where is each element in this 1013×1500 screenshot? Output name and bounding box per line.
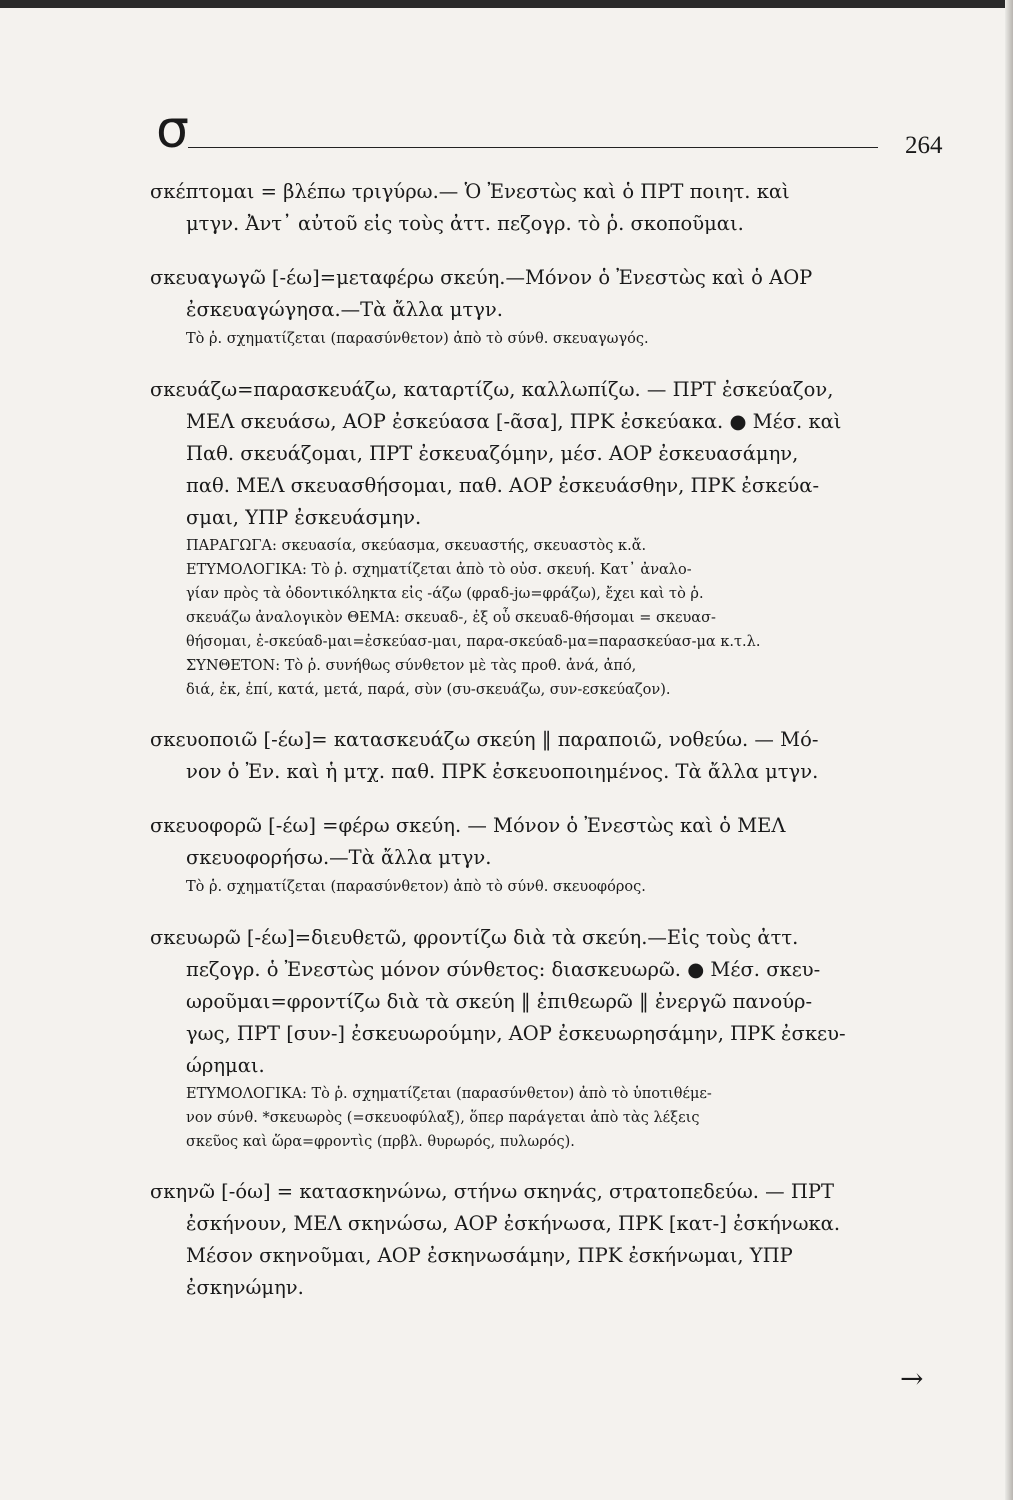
entry-line: νον ὁ Ἐν. καὶ ἡ μτχ. παθ. ΠΡΚ ἐσκευοποιημένος. Τὰ ἄλλα μτγν. bbox=[186, 760, 819, 783]
continue-arrow-icon: → bbox=[900, 1362, 924, 1395]
entry-note: θήσομαι, ἐ-σκεύαδ-μαι=ἐσκεύασ-μαι, παρα-σκεύαδ-μα=παρασκεύασ-μα κ.τ.λ. bbox=[186, 634, 761, 650]
entry-note: ΣΥΝΘΕΤΟΝ: Τὸ ῥ. συνήθως σύνθετον μὲ τὰς προθ. ἀνά, ἀπό, bbox=[186, 658, 637, 674]
entry-line: σκηνῶ [-όω] = κατασκηνώνω, στήνω σκηνάς, στρατοπεδεύω. — ΠΡΤ bbox=[150, 1180, 834, 1203]
entry-line: σκευοφορῶ [-έω] =φέρω σκεύη. — Μόνον ὁ Ἐνεστὼς καὶ ὁ ΜΕΛ bbox=[150, 814, 786, 837]
entry-skeuagogo bbox=[150, 262, 950, 352]
entry-line: ἐσκευαγώγησα.—Τὰ ἄλλα μτγν. bbox=[186, 298, 503, 321]
entry-line: σμαι, ΥΠΡ ἐσκευάσμην. bbox=[186, 506, 422, 529]
page-right-edge bbox=[1005, 0, 1013, 1500]
entry-note: σκεῦος καὶ ὥρα=φροντὶς (πρβλ. θυρωρός, πυλωρός). bbox=[186, 1134, 575, 1150]
entry-line: ώρημαι. bbox=[186, 1054, 265, 1077]
entry-line: γως, ΠΡΤ [συν-] ἐσκευωρούμην, ΑΟΡ ἐσκευωρησάμην, ΠΡΚ ἐσκευ- bbox=[186, 1022, 846, 1045]
entry-skeuophoro bbox=[150, 810, 950, 900]
page-header bbox=[150, 100, 960, 170]
entry-note: γίαν πρὸς τὰ ὀδοντικόληκτα εἰς -άζω (φραδ-jω=φράζω), ἔχει καὶ τὸ ῥ. bbox=[186, 586, 704, 602]
entry-line: ΜΕΛ σκευάσω, ΑΟΡ ἐσκεύασα [-ᾶσα], ΠΡΚ ἐσκεύακα. ● Μέσ. καὶ bbox=[186, 410, 842, 433]
entry-note: σκευάζω ἀναλογικὸν ΘΕΜΑ: σκευαδ-, ἐξ οὗ σκευαδ-θήσομαι = σκευασ- bbox=[186, 610, 716, 626]
entry-skeptomai bbox=[150, 176, 950, 240]
entry-line: ἐσκήνουν, ΜΕΛ σκηνώσω, ΑΟΡ ἐσκήνωσα, ΠΡΚ [κατ-] ἐσκήνωκα. bbox=[186, 1212, 841, 1235]
entry-line: σκευοποιῶ [-έω]= κατασκευάζω σκεύη ‖ παραποιῶ, νοθεύω. — Μό- bbox=[150, 728, 819, 751]
entry-skeuazo bbox=[150, 374, 950, 702]
entry-note: ΕΤΥΜΟΛΟΓΙΚΑ: Τὸ ῥ. σχηματίζεται ἀπὸ τὸ οὐσ. σκευή. Κατ᾽ ἀναλο- bbox=[186, 562, 692, 578]
entry-line: μτγν. Ἀντ᾽ αὐτοῦ εἰς τοὺς ἀττ. πεζογρ. τὸ ῥ. σκοποῦμαι. bbox=[186, 212, 744, 235]
entry-note: ΕΤΥΜΟΛΟΓΙΚΑ: Τὸ ῥ. σχηματίζεται (παρασύνθετον) ἀπὸ τὸ ὑποτιθέμε- bbox=[186, 1086, 712, 1102]
entry-line: Μέσον σκηνοῦμαι, ΑΟΡ ἐσκηνωσάμην, ΠΡΚ ἐσκήνωμαι, ΥΠΡ bbox=[186, 1244, 793, 1267]
entry-line: ωροῦμαι=φροντίζω διὰ τὰ σκεύη ‖ ἐπιθεωρῶ ‖ ἐνεργῶ πανούρ- bbox=[186, 990, 813, 1013]
entry-line: πεζογρ. ὁ Ἐνεστὼς μόνον σύνθετος: διασκευωρῶ. ● Μέσ. σκευ- bbox=[186, 958, 821, 981]
entry-line: Παθ. σκευάζομαι, ΠΡΤ ἐσκευαζόμην, μέσ. ΑΟΡ ἐσκευασάμην, bbox=[186, 442, 799, 465]
page-number: 264 bbox=[905, 132, 943, 159]
page-top-edge bbox=[0, 0, 1013, 8]
entry-line: σκευαγωγῶ [-έω]=μεταφέρω σκεύη.—Μόνον ὁ Ἐνεστὼς καὶ ὁ ΑΟΡ bbox=[150, 266, 813, 289]
entry-note: νον σύνθ. *σκευωρὸς (=σκευοφύλαξ), ὅπερ παράγεται ἀπὸ τὰς λέξεις bbox=[186, 1110, 700, 1126]
entry-skeuoro bbox=[150, 922, 950, 1154]
entry-note: Τὸ ῥ. σχηματίζεται (παρασύνθετον) ἀπὸ τὸ σύνθ. σκευοφόρος. bbox=[186, 879, 646, 895]
entry-line: σκέπτομαι = βλέπω τριγύρω.— Ὁ Ἐνεστὼς καὶ ὁ ΠΡΤ ποιητ. καὶ bbox=[150, 180, 790, 203]
header-rule bbox=[188, 147, 878, 148]
section-letter: σ bbox=[156, 100, 189, 160]
entry-skeno bbox=[150, 1176, 950, 1304]
entry-skeuopoio bbox=[150, 724, 950, 788]
entry-line: παθ. ΜΕΛ σκευασθήσομαι, παθ. ΑΟΡ ἐσκευάσθην, ΠΡΚ ἐσκεύα- bbox=[186, 474, 820, 497]
entry-line: ἐσκηνώμην. bbox=[186, 1276, 304, 1299]
entry-note: διά, ἐκ, ἐπί, κατά, μετά, παρά, σὺν (συ-σκευάζω, συν-εσκεύαζον). bbox=[186, 682, 671, 698]
entry-line: σκευωρῶ [-έω]=διευθετῶ, φροντίζω διὰ τὰ σκεύη.—Εἰς τοὺς ἀττ. bbox=[150, 926, 799, 949]
entry-line: σκευάζω=παρασκευάζω, καταρτίζω, καλλωπίζω. — ΠΡΤ ἐσκεύαζον, bbox=[150, 378, 834, 401]
entry-line: σκευοφορήσω.—Τὰ ἄλλα μτγν. bbox=[186, 846, 492, 869]
entry-note: Τὸ ῥ. σχηματίζεται (παρασύνθετον) ἀπὸ τὸ σύνθ. σκευαγωγός. bbox=[186, 331, 649, 347]
dictionary-body bbox=[150, 176, 950, 1326]
entry-note: ΠΑΡΑΓΩΓΑ: σκευασία, σκεύασμα, σκευαστής, σκευαστὸς κ.ἄ. bbox=[186, 538, 647, 554]
